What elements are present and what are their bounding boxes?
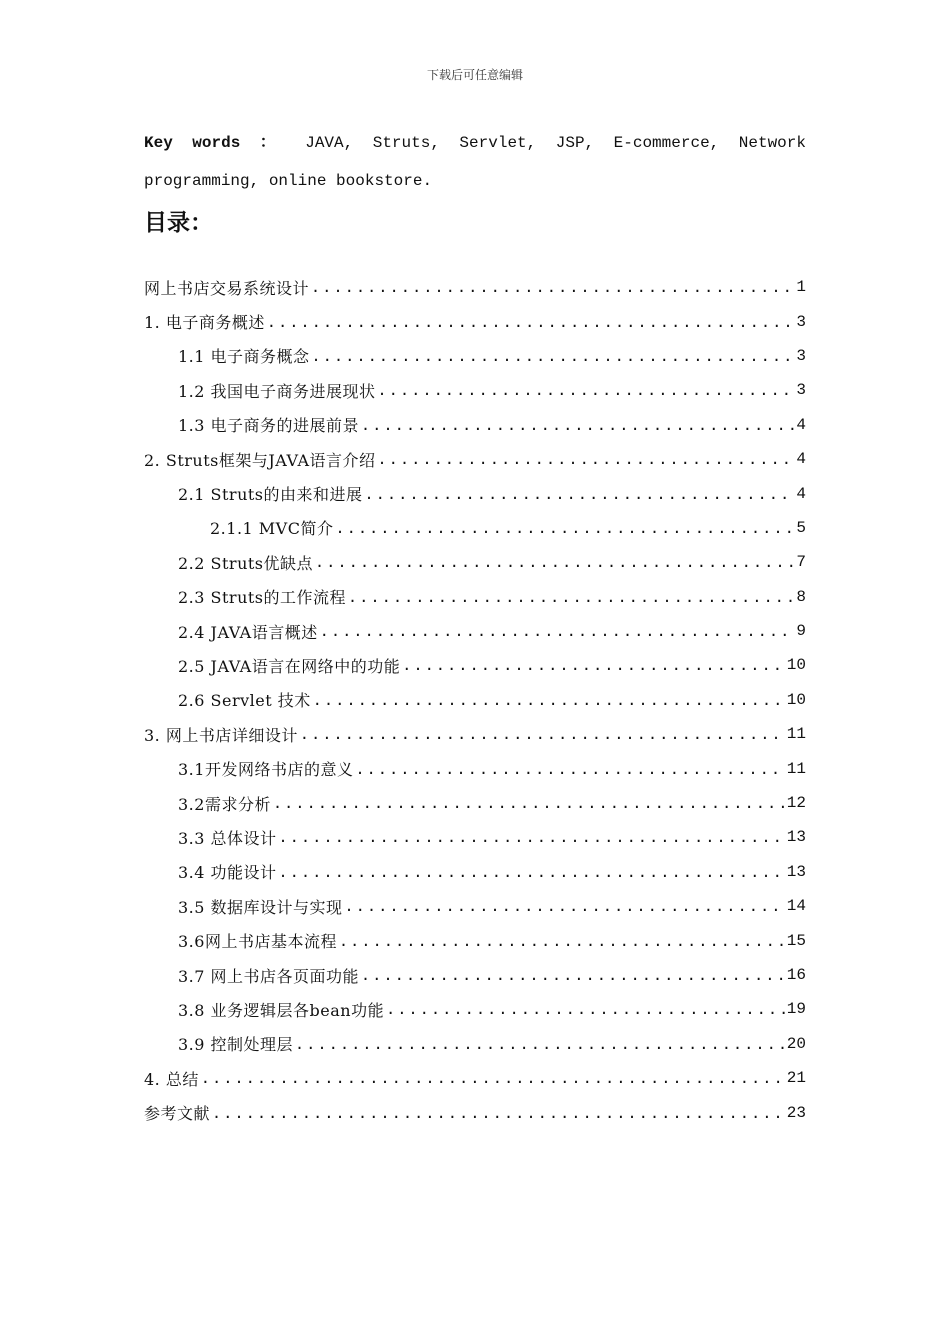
- toc-dot-leader: [300, 725, 785, 743]
- toc-entry-title: 3.3 总体设计: [178, 828, 277, 848]
- toc-dot-leader: [295, 1035, 785, 1053]
- toc-dot-leader: [201, 1069, 785, 1087]
- toc-dot-leader: [361, 416, 794, 434]
- toc-dot-leader: [339, 932, 785, 950]
- toc-page-number: 4: [796, 415, 806, 434]
- toc-entry[interactable]: [144, 820, 806, 854]
- toc-entry-title: 1.2 我国电子商务进展现状: [178, 381, 376, 401]
- toc-entry-title: 网上书店交易系统设计: [144, 278, 310, 298]
- toc-page-number: 4: [796, 484, 806, 503]
- toc-page-number: 1: [796, 278, 806, 297]
- toc-entry[interactable]: [144, 339, 806, 373]
- toc-entry[interactable]: [144, 373, 806, 407]
- toc-entry[interactable]: [144, 1027, 806, 1061]
- toc-entry[interactable]: [144, 1061, 806, 1095]
- toc-entry[interactable]: [144, 1095, 806, 1129]
- toc-page-number: 11: [786, 725, 806, 744]
- page-header: 下载后可任意编辑: [426, 68, 523, 82]
- table-of-contents: [144, 270, 806, 1130]
- toc-page-number: 10: [786, 656, 806, 675]
- toc-entry[interactable]: [144, 408, 806, 442]
- toc-page-number: 20: [786, 1034, 806, 1053]
- toc-dot-leader: [361, 966, 785, 984]
- toc-entry-title: 3.6网上书店基本流程: [178, 932, 337, 952]
- toc-entry[interactable]: [144, 923, 806, 957]
- toc-page-number: 16: [786, 966, 806, 984]
- toc-entry-title: 参考文献: [144, 1104, 211, 1124]
- toc-dot-leader: [345, 897, 785, 915]
- toc-entry-title: 1.1 电子商务概念: [178, 347, 310, 367]
- toc-dot-leader: [335, 519, 794, 537]
- toc-entry[interactable]: [144, 717, 806, 751]
- toc-page-number: 15: [786, 931, 806, 950]
- toc-entry-title: 1.3 电子商务的进展前景: [178, 416, 360, 436]
- toc-page-number: 21: [786, 1069, 806, 1088]
- toc-page-number: 7: [796, 553, 806, 572]
- toc-entry[interactable]: [144, 958, 806, 992]
- toc-entry[interactable]: [144, 855, 806, 889]
- toc-dot-leader: [279, 863, 785, 881]
- toc-dot-leader: [312, 347, 795, 365]
- keywords-text: JAVA, Struts, Servlet, JSP, E-commerce, Network programming, online bookstore.: [144, 134, 806, 190]
- toc-entry[interactable]: [144, 648, 806, 682]
- toc-dot-leader: [273, 794, 785, 812]
- toc-entry-title: 3.2需求分析: [178, 794, 271, 814]
- keywords-paragraph: [144, 124, 806, 200]
- toc-entry-title: 2.5 JAVA语言在网络中的功能: [178, 656, 401, 676]
- toc-page-number: 23: [786, 1103, 806, 1122]
- toc-page-number: 3: [796, 312, 806, 331]
- toc-dot-leader: [267, 313, 795, 331]
- toc-entry-title: 3.7 网上书店各页面功能: [178, 966, 360, 986]
- toc-entry-title: 3.1开发网络书店的意义: [178, 760, 354, 780]
- toc-page-number: 13: [786, 862, 806, 881]
- toc-entry-title: 3.4 功能设计: [178, 863, 277, 883]
- toc-dot-leader: [378, 381, 795, 399]
- toc-entry[interactable]: [144, 992, 806, 1026]
- toc-page-number: 12: [786, 794, 806, 813]
- toc-page-number: 14: [786, 897, 806, 916]
- toc-entry-title: 3.9 控制处理层: [178, 1035, 294, 1055]
- keywords-label: Key words ：: [144, 134, 286, 152]
- toc-entry-title: 2.3 Struts的工作流程: [178, 588, 347, 608]
- toc-entry-title: 3. 网上书店详细设计: [144, 725, 298, 745]
- toc-page-number: 10: [786, 690, 806, 709]
- toc-page-number: 13: [786, 828, 806, 847]
- toc-dot-leader: [313, 691, 785, 709]
- toc-entry-title: 2.1.1 MVC简介: [210, 519, 334, 539]
- toc-page-number: 5: [796, 518, 806, 537]
- toc-entry[interactable]: [144, 683, 806, 717]
- toc-dot-leader: [315, 553, 794, 571]
- toc-entry-title: 2.4 JAVA语言概述: [178, 622, 318, 642]
- toc-entry-title: 2.1 Struts的由来和进展: [178, 485, 363, 505]
- toc-entry[interactable]: [144, 786, 806, 820]
- toc-dot-leader: [386, 1000, 785, 1018]
- toc-entry[interactable]: [144, 545, 806, 579]
- toc-entry[interactable]: [144, 270, 806, 304]
- toc-page-number: 8: [796, 587, 806, 606]
- toc-entry[interactable]: [144, 889, 806, 923]
- toc-entry-title: 3.8 业务逻辑层各bean功能: [178, 1000, 385, 1020]
- toc-title: 目录：: [144, 210, 213, 236]
- toc-page-number: 19: [786, 1000, 806, 1019]
- toc-dot-leader: [311, 278, 794, 296]
- toc-entry-title: 4. 总结: [144, 1069, 199, 1089]
- toc-entry-title: 1. 电子商务概述: [144, 313, 265, 333]
- toc-entry[interactable]: [144, 511, 806, 545]
- toc-dot-leader: [348, 588, 794, 606]
- toc-dot-leader: [402, 656, 785, 674]
- toc-page-number: 4: [796, 450, 806, 469]
- toc-entry[interactable]: [144, 442, 806, 476]
- toc-entry[interactable]: [144, 614, 806, 648]
- toc-entry[interactable]: [144, 304, 806, 338]
- toc-page-number: 9: [796, 622, 806, 641]
- toc-entry-title: 2.2 Struts优缺点: [178, 553, 314, 573]
- toc-entry[interactable]: [144, 751, 806, 785]
- toc-entry-title: 2. Struts框架与JAVA语言介绍: [144, 450, 376, 470]
- toc-page-number: 3: [796, 346, 806, 365]
- toc-dot-leader: [320, 622, 795, 640]
- toc-page-number: 3: [796, 381, 806, 400]
- toc-dot-leader: [279, 828, 785, 846]
- toc-dot-leader: [378, 450, 795, 468]
- toc-entry[interactable]: [144, 476, 806, 510]
- toc-dot-leader: [365, 485, 795, 503]
- toc-entry-title: 3.5 数据库设计与实现: [178, 897, 343, 917]
- toc-page-number: 11: [786, 759, 806, 778]
- toc-dot-leader: [212, 1104, 785, 1122]
- toc-dot-leader: [355, 760, 784, 778]
- toc-entry[interactable]: [144, 580, 806, 614]
- toc-entry-title: 2.6 Servlet 技术: [178, 691, 311, 711]
